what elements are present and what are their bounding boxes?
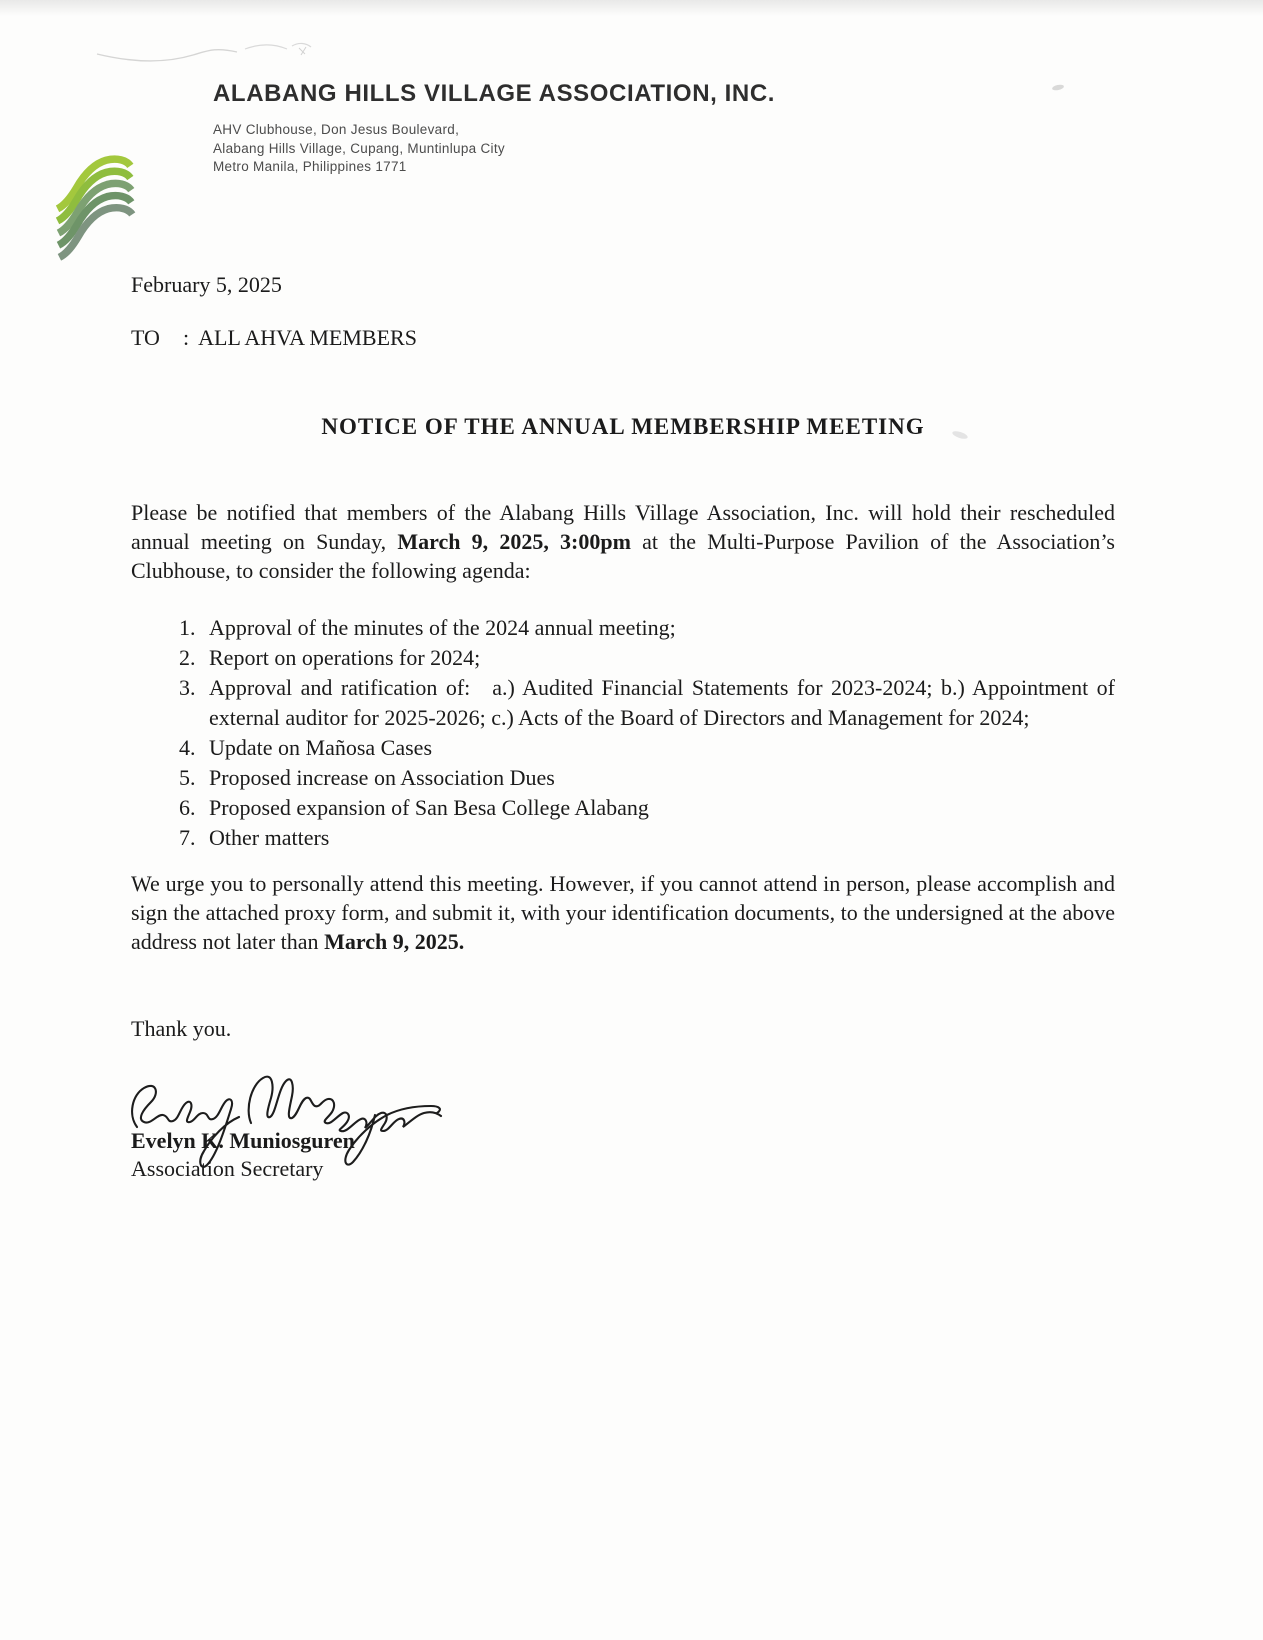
agenda-list	[131, 613, 1115, 853]
agenda-item-6	[131, 793, 1115, 823]
org-address-line-3: Metro Manila, Philippines 1771	[213, 159, 407, 174]
agenda-item-text: Other matters	[209, 825, 330, 850]
letter-date: February 5, 2025	[131, 272, 282, 297]
signer-title: Association Secretary	[131, 1156, 324, 1181]
to-colon: :	[183, 325, 190, 350]
agenda-item-text: Update on Mañosa Cases	[209, 735, 433, 760]
signer-name: Evelyn K. Muniosguren	[131, 1128, 355, 1153]
agenda-item-text: Proposed expansion of San Besa College Alabang	[209, 795, 649, 820]
agenda-item-7	[131, 823, 1115, 853]
agenda-item-1	[131, 613, 1115, 643]
agenda-item-text: Approval and ratification of: a.) Audited Financial Statements for 2023-2024; b.) Appointment of external auditor for 2025-2026; c.) Acts of the Board of Directors and Management for 2024;	[209, 675, 1115, 730]
agenda-item-text: Report on operations for 2024;	[209, 645, 481, 670]
agenda-item-number: 1.	[179, 615, 196, 640]
to-value: ALL AHVA MEMBERS	[198, 325, 417, 350]
agenda-item-2	[131, 643, 1115, 673]
agenda-item-4	[131, 733, 1115, 763]
signature-stroke-last-name	[249, 1077, 441, 1132]
agenda-item-number: 5.	[179, 765, 196, 790]
org-address	[213, 121, 775, 177]
letterhead	[0, 0, 1263, 255]
agenda-item-text: Proposed increase on Association Dues	[209, 765, 555, 790]
outro-bold-date: March 9, 2025.	[324, 929, 465, 954]
to-label: TO	[131, 325, 160, 350]
signature-block	[131, 1127, 1115, 1183]
ahva-wave-logo-icon	[46, 136, 140, 262]
agenda-item-number: 4.	[179, 735, 196, 760]
intro-text-after: at the Multi-Purpose Pavilion of the Association’s Clubhouse, to consider the following agenda:	[131, 529, 1115, 583]
intro-paragraph	[131, 498, 1115, 585]
agenda-item-number: 6.	[179, 795, 196, 820]
closing-line: Thank you.	[131, 1016, 232, 1041]
org-name: ALABANG HILLS VILLAGE ASSOCIATION, INC.	[213, 80, 776, 107]
agenda-item-number: 3.	[179, 675, 196, 700]
agenda-item-number: 2.	[179, 645, 196, 670]
to-line	[131, 323, 1115, 352]
outro-text: We urge you to personally attend this meeting. However, if you cannot attend in person, please accomplish and sign the attached proxy form, and submit it, with your identification documents, to the undersigned at the above address not later than	[131, 871, 1115, 954]
org-address-line-2: Alabang Hills Village, Cupang, Muntinlupa City	[213, 140, 505, 156]
agenda-item-text: Approval of the minutes of the 2024 annual meeting;	[209, 615, 676, 640]
intro-bold-date: March 9, 2025, 3:00pm	[397, 529, 631, 554]
agenda-item-5	[131, 763, 1115, 793]
org-address-line-1: AHV Clubhouse, Don Jesus Boulevard,	[213, 122, 460, 137]
letter-body	[131, 270, 1115, 1183]
agenda-item-3	[131, 673, 1115, 733]
subject-heading: NOTICE OF THE ANNUAL MEMBERSHIP MEETING	[321, 414, 925, 439]
outro-paragraph	[131, 869, 1115, 956]
intro-text: Please be notified that members of the Alabang Hills Village Association, Inc. will hold their rescheduled annual meeting on Sunday,	[131, 500, 1115, 554]
agenda-item-number: 7.	[179, 825, 196, 850]
